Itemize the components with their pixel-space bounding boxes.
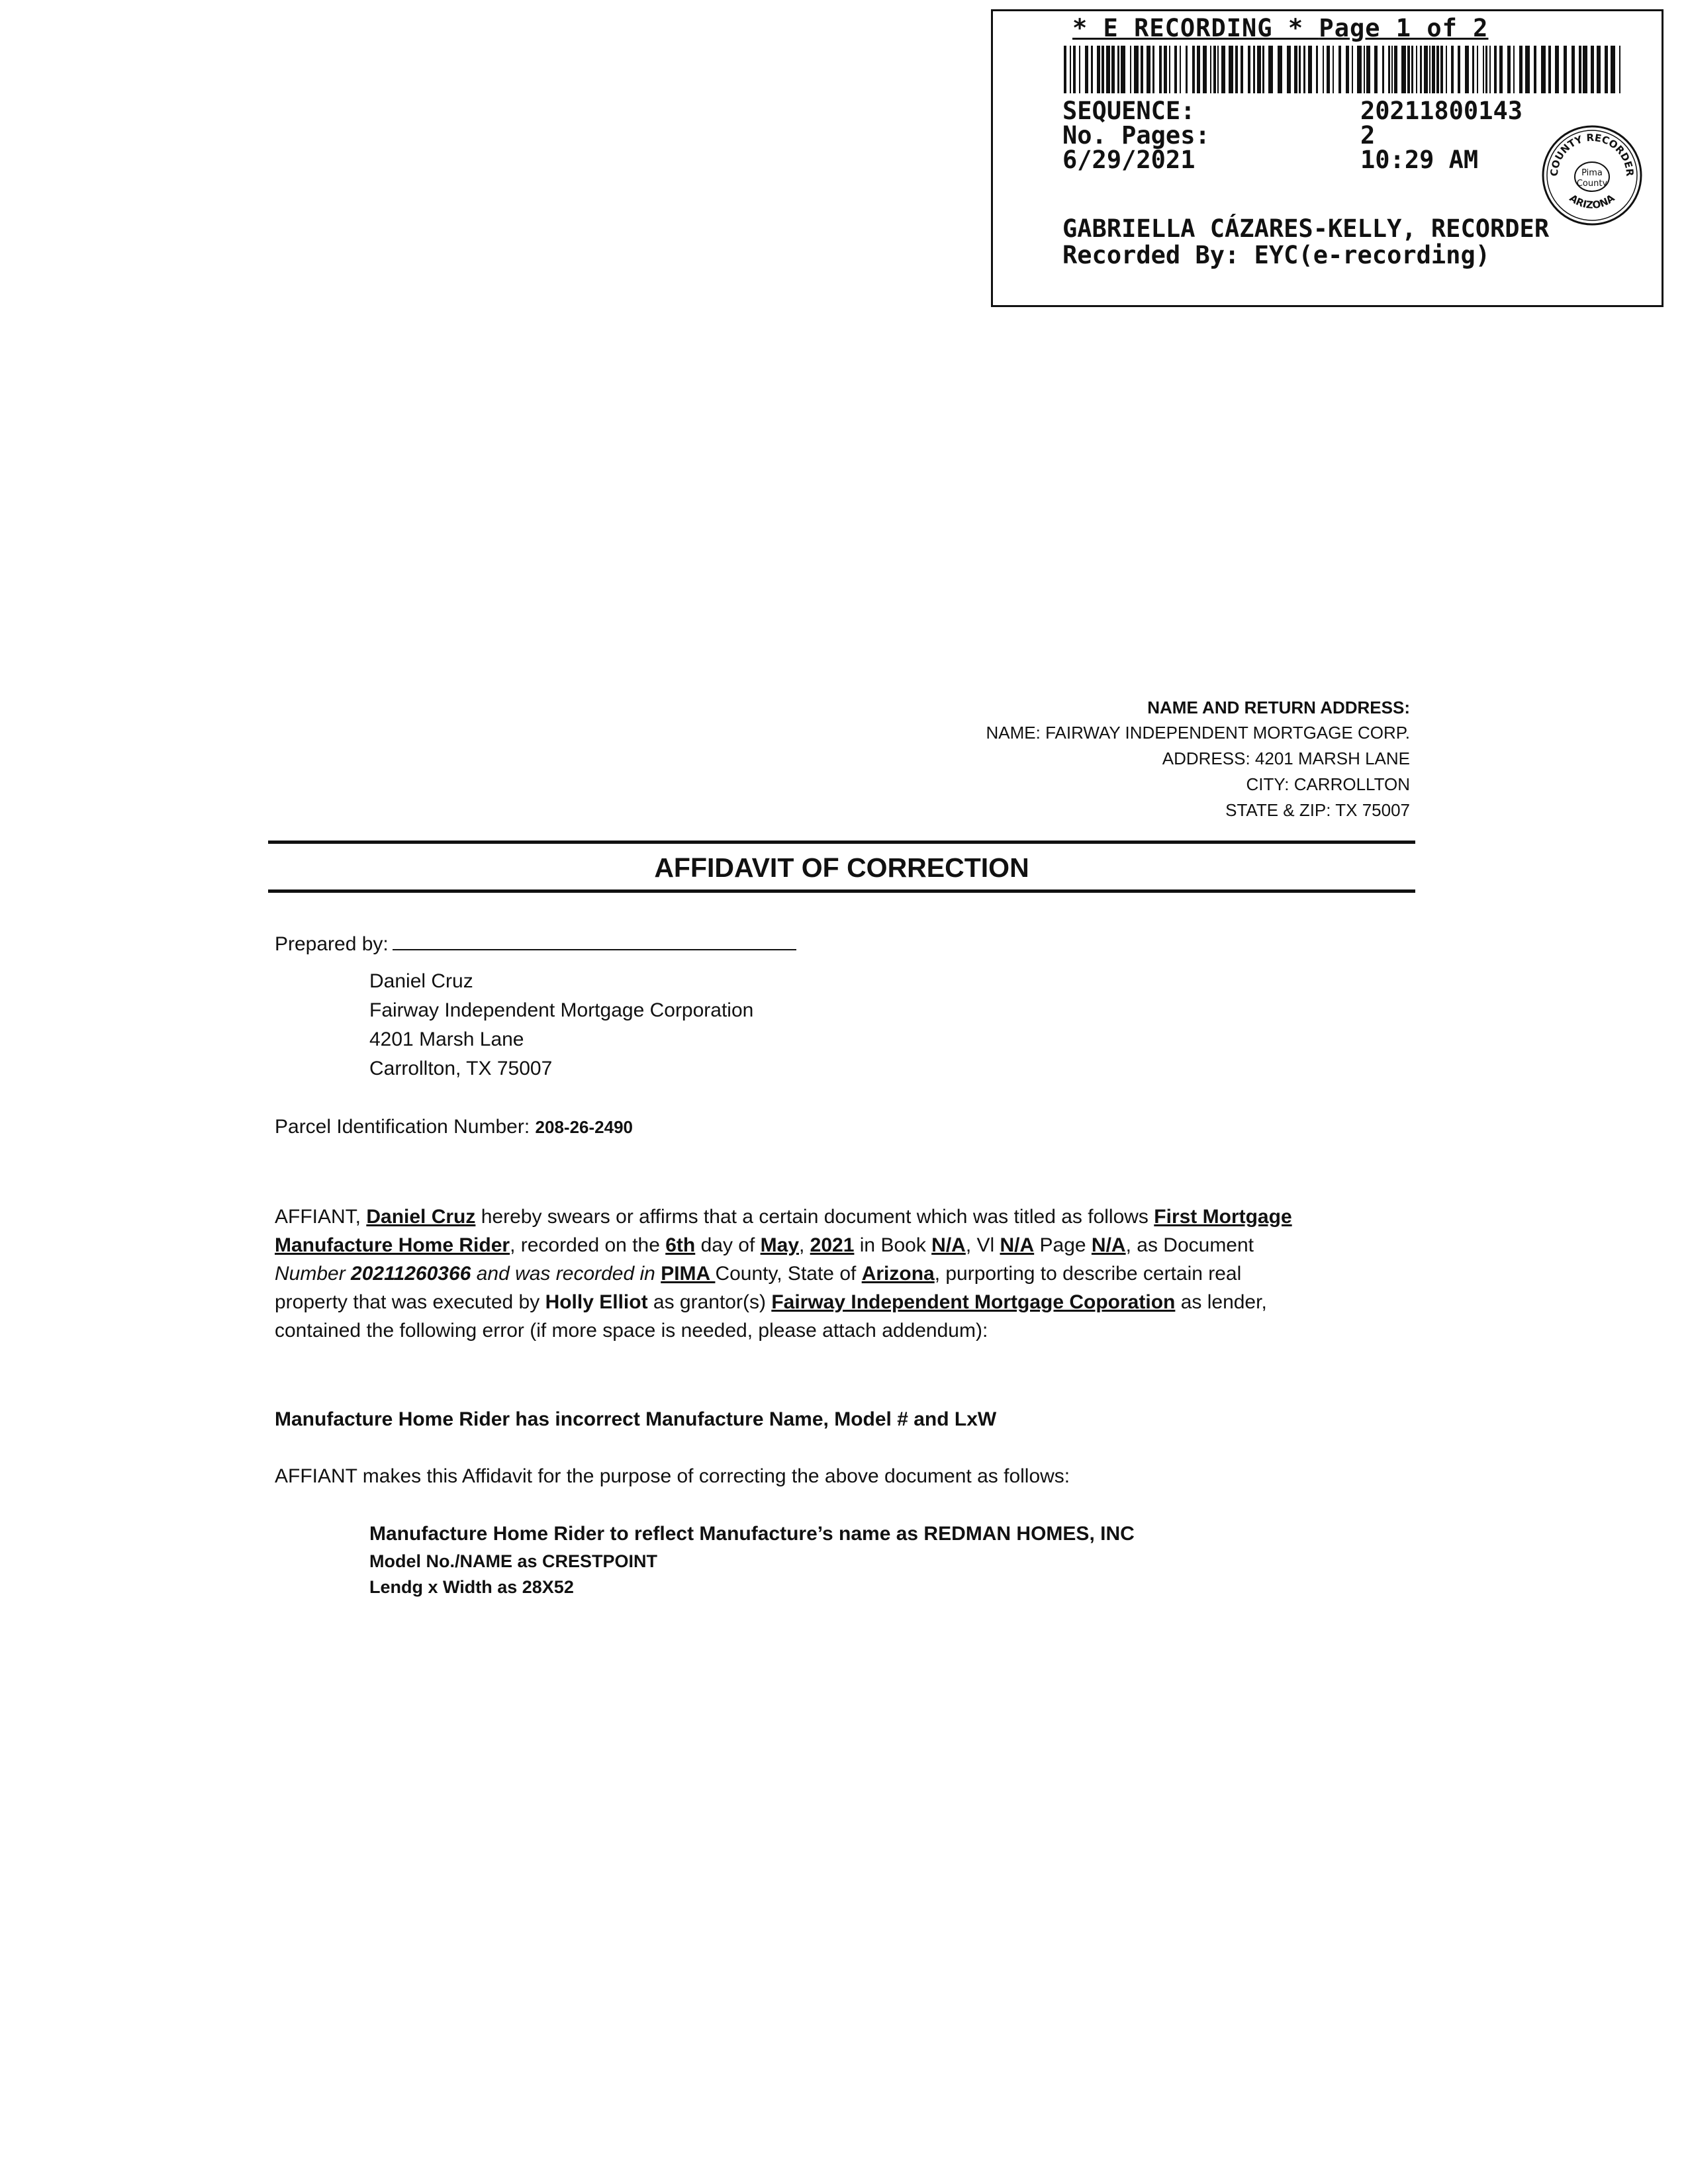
barcode-bar [1316, 46, 1318, 93]
barcode-bar [1483, 46, 1484, 93]
barcode-bar [1164, 46, 1167, 93]
seal-bottom-text: ARIZONA [1567, 192, 1617, 212]
barcode-bar [1097, 46, 1100, 93]
barcode-bar [1513, 46, 1515, 93]
document-title: AFFIDAVIT OF CORRECTION [654, 852, 1029, 883]
barcode-bar [1579, 46, 1581, 93]
barcode-bar [1429, 46, 1430, 93]
document-title-part-1: First Mortgage [1154, 1206, 1292, 1228]
title-rule-top [268, 841, 1415, 844]
barcode-bar [1210, 46, 1211, 93]
barcode-bar [1303, 46, 1305, 93]
barcode-bar [1197, 46, 1200, 93]
seal-center-2: County [1576, 179, 1608, 189]
barcode-bar [1192, 46, 1195, 93]
preparer-name: Daniel Cruz [369, 970, 473, 992]
barcode-bar [1117, 46, 1119, 93]
text-segment: , Vl [965, 1234, 1000, 1256]
barcode-bar [1494, 46, 1497, 93]
barcode-bar [1308, 46, 1312, 93]
barcode-bar [1507, 46, 1511, 93]
county-recorder-seal [1539, 122, 1645, 228]
barcode-bar [1525, 46, 1530, 93]
barcode-bar [1346, 46, 1349, 93]
barcode-bar [1213, 46, 1216, 93]
barcode-bar [1472, 46, 1474, 93]
recording-header-prefix: * E RECORDING * [1072, 14, 1319, 42]
affidavit-paragraph [275, 1203, 1413, 1345]
preparer-company: Fairway Independent Mortgage Corporation [369, 999, 754, 1021]
text-segment: hereby swears or affirms that a certain document which was titled as follows [475, 1206, 1154, 1228]
barcode-bar [1147, 46, 1150, 93]
barcode-bar [1102, 46, 1104, 93]
text-segment: in Book [854, 1234, 932, 1256]
preparer-street: 4201 Marsh Lane [369, 1028, 524, 1050]
return-state-zip: STATE & ZIP: TX 75007 [1225, 800, 1410, 820]
barcode-bar [1364, 46, 1365, 93]
barcode-bar [1085, 46, 1088, 93]
barcode-bar [1440, 46, 1443, 93]
barcode-bar [1268, 46, 1273, 93]
barcode-bar [1327, 46, 1330, 93]
preparer-city: Carrollton, TX 75007 [369, 1058, 553, 1079]
barcode-bar [1323, 46, 1324, 93]
text-segment: , as Document [1125, 1234, 1254, 1256]
barcode-bar [1229, 46, 1233, 93]
barcode-bar [1262, 46, 1264, 93]
barcode-bar [1287, 46, 1291, 93]
barcode-bar [1619, 46, 1620, 93]
barcode-bar [1186, 46, 1188, 93]
barcode-bar [1235, 46, 1238, 93]
recorded-day: 6th [665, 1234, 696, 1256]
text-segment: day of [695, 1234, 761, 1256]
barcode-bar [1391, 46, 1393, 93]
barcode-bar [1299, 46, 1301, 93]
error-statement: Manufacture Home Rider has incorrect Manufacture Name, Model # and LxW [275, 1408, 997, 1430]
barcode-bar [1278, 46, 1282, 93]
purpose-statement: AFFIANT makes this Affidavit for the purpose of correcting the above document as follows: [275, 1465, 1070, 1487]
barcode-bar [1432, 46, 1435, 93]
barcode-bar [1357, 46, 1362, 93]
barcode-bar [1597, 46, 1601, 93]
barcode-bar [1241, 46, 1243, 93]
barcode-bar [1534, 46, 1536, 93]
barcode-bar [1121, 46, 1125, 93]
barcode-bar [1257, 46, 1261, 93]
barcode [1064, 46, 1623, 93]
barcode-bar [1064, 46, 1066, 93]
barcode-bar [1407, 46, 1410, 93]
barcode-bar [1465, 46, 1469, 93]
document-number: 20211260366 [351, 1263, 471, 1285]
grantor-name: Holly Elliot [545, 1291, 648, 1313]
barcode-bar [1134, 46, 1139, 93]
text-segment: , [799, 1234, 810, 1256]
text-segment: property that was executed by [275, 1291, 545, 1313]
barcode-bar [1401, 46, 1406, 93]
recording-date: 6/29/2021 [1062, 146, 1196, 174]
text-segment: County, State of [715, 1263, 862, 1285]
barcode-bar [1294, 46, 1297, 93]
affiant-name: Daniel Cruz [366, 1206, 476, 1228]
barcode-bar [1253, 46, 1255, 93]
prepared-by [275, 932, 796, 954]
barcode-bar [1451, 46, 1454, 93]
return-address-heading: NAME AND RETURN ADDRESS: [1147, 698, 1410, 717]
volume-number: N/A [1000, 1234, 1035, 1256]
barcode-bar [1374, 46, 1378, 93]
page-number: N/A [1091, 1234, 1126, 1256]
barcode-bar [1382, 46, 1384, 93]
recording-time: 10:29 AM [1360, 146, 1479, 174]
barcode-bar [1073, 46, 1076, 93]
barcode-bar [1555, 46, 1559, 93]
recorder-name: GABRIELLA CÁZARES-KELLY, RECORDER [1062, 214, 1550, 243]
sequence-label: SEQUENCE: [1062, 97, 1196, 125]
recorded-year: 2021 [810, 1234, 855, 1256]
barcode-bar [1141, 46, 1143, 93]
barcode-bar [1541, 46, 1546, 93]
barcode-bar [1611, 46, 1615, 93]
barcode-bar [1388, 46, 1390, 93]
return-name: NAME: FAIRWAY INDEPENDENT MORTGAGE CORP. [986, 723, 1410, 743]
barcode-bar [1436, 46, 1439, 93]
seal-top-text: COUNTY RECORDER [1548, 131, 1636, 177]
state-name: Arizona [861, 1263, 935, 1285]
return-street: ADDRESS: 4201 MARSH LANE [1162, 749, 1410, 768]
title-rule-bottom [268, 889, 1415, 893]
barcode-bar [1221, 46, 1225, 93]
affidavit-line-5: contained the following error (if more space is needed, please attach addendum): [275, 1320, 988, 1342]
barcode-bar [1499, 46, 1503, 93]
barcode-bar [1169, 46, 1170, 93]
prepared-by-label: Prepared by: [275, 933, 389, 955]
barcode-bar [1366, 46, 1370, 93]
prepared-by-blank [393, 932, 796, 950]
barcode-bar [1111, 46, 1115, 93]
text-segment: , recorded on the [510, 1234, 666, 1256]
barcode-bar [1130, 46, 1131, 93]
affidavit-line-1 [275, 1203, 1413, 1231]
barcode-bar [1338, 46, 1341, 93]
correction-line-1: Manufacture Home Rider to reflect Manufacture’s name as REDMAN HOMES, INC [369, 1523, 1135, 1545]
affidavit-line-2 [275, 1231, 1413, 1259]
parcel-id [275, 1117, 633, 1137]
text-segment: and was recorded in [471, 1263, 661, 1285]
recording-header [1072, 14, 1642, 42]
parcel-value: 208-26-2490 [535, 1117, 633, 1137]
county-name: PIMA [661, 1263, 716, 1285]
parcel-label: Parcel Identification Number: [275, 1116, 530, 1138]
barcode-bar [1571, 46, 1575, 93]
text-segment: Number [275, 1263, 352, 1285]
seal-center-1: Pima [1581, 168, 1603, 178]
barcode-bar [1583, 46, 1587, 93]
barcode-bar [1174, 46, 1177, 93]
barcode-bar [1591, 46, 1594, 93]
barcode-bar [1485, 46, 1487, 93]
barcode-bar [1352, 46, 1353, 93]
pages-value: 2 [1360, 121, 1376, 150]
recorded-by: Recorded By: EYC(e-recording) [1062, 241, 1491, 269]
affidavit-line-4 [275, 1288, 1413, 1316]
barcode-bar [1248, 46, 1250, 93]
affidavit-line-3 [275, 1259, 1413, 1288]
barcode-bar [1180, 46, 1181, 93]
barcode-bar [1424, 46, 1428, 93]
svg-text:ARIZONA [1568, 192, 1617, 211]
barcode-bar [1333, 46, 1334, 93]
barcode-bar [1106, 46, 1110, 93]
text-segment: as lender, [1175, 1291, 1267, 1313]
barcode-bar [1217, 46, 1219, 93]
barcode-bar [1203, 46, 1207, 93]
sequence-value: 20211800143 [1360, 97, 1523, 125]
barcode-bar [1605, 46, 1608, 93]
lender-name: Fairway Independent Mortgage Coporation [771, 1291, 1176, 1313]
book-number: N/A [931, 1234, 966, 1256]
text-segment: Page [1034, 1234, 1092, 1256]
barcode-bar [1420, 46, 1422, 93]
text-segment: , purporting to describe certain real [934, 1263, 1242, 1285]
return-city: CITY: CARROLLTON [1246, 774, 1410, 794]
correction-line-3: Lendg x Width as 28X52 [369, 1577, 574, 1597]
barcode-bar [1091, 46, 1093, 93]
barcode-bar [1079, 46, 1080, 93]
barcode-bar [1458, 46, 1460, 93]
recording-stamp [991, 9, 1664, 307]
barcode-bar [1159, 46, 1162, 93]
barcode-bar [1416, 46, 1417, 93]
barcode-bar [1411, 46, 1413, 93]
document-title-part-2: Manufacture Home Rider [275, 1234, 510, 1256]
barcode-bar [1070, 46, 1071, 93]
text-segment: as grantor(s) [647, 1291, 772, 1313]
barcode-bar [1477, 46, 1478, 93]
text-segment: AFFIANT, [275, 1206, 367, 1228]
barcode-bar [1519, 46, 1523, 93]
barcode-bar [1152, 46, 1154, 93]
recorded-month: May [760, 1234, 799, 1256]
barcode-bar [1446, 46, 1447, 93]
correction-line-2: Model No./NAME as CRESTPOINT [369, 1551, 658, 1571]
barcode-bar [1394, 46, 1397, 93]
barcode-bar [1564, 46, 1567, 93]
recording-header-page: Page 1 of 2 [1319, 14, 1489, 42]
pages-label: No. Pages: [1062, 121, 1210, 150]
barcode-bar [1489, 46, 1491, 93]
barcode-bar [1548, 46, 1551, 93]
